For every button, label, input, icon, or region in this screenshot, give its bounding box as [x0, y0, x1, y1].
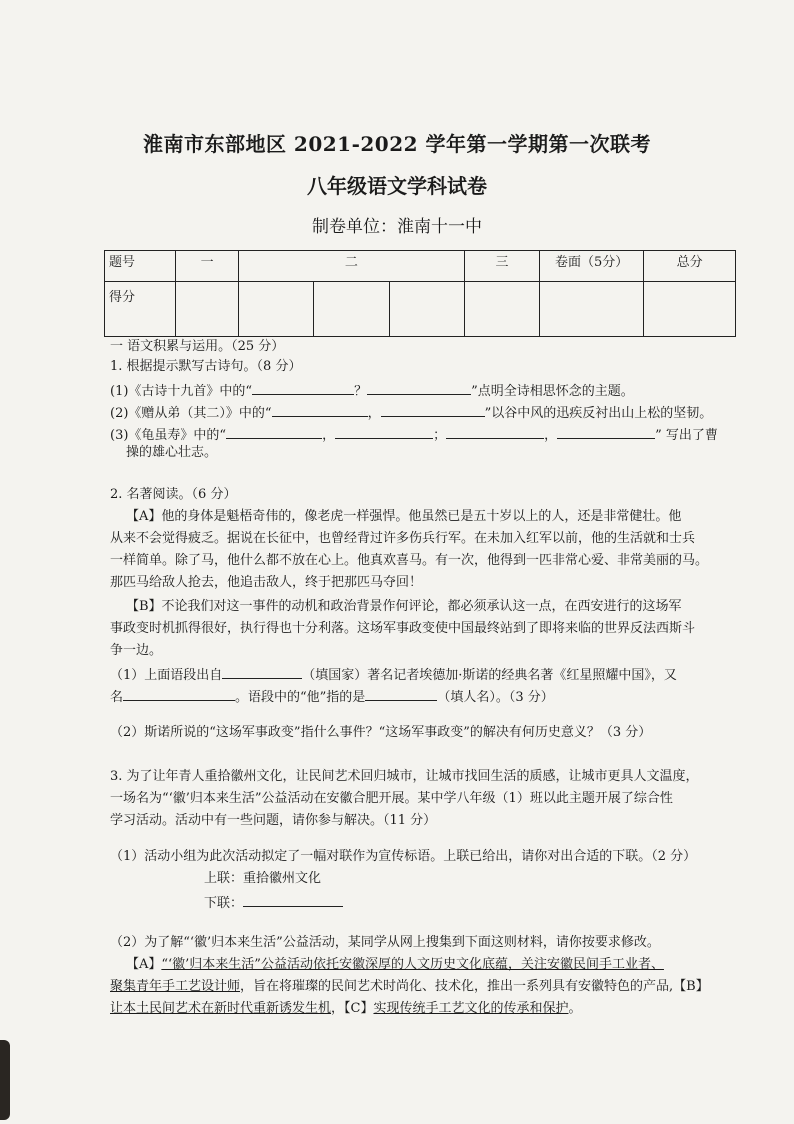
q-text: 。语段中的“他”指的是: [235, 690, 366, 705]
q-text: （1）上面语段出自: [110, 668, 223, 683]
exam-subtitle: 八年级语文学科试卷: [307, 174, 487, 198]
poem-text: (2)《赠从弟（其二）》中的“: [110, 406, 272, 421]
score-header-cell: 总分: [644, 251, 736, 282]
poem-text: ，: [367, 406, 381, 421]
material-line: [126, 956, 664, 974]
score-cell[interactable]: [239, 282, 314, 337]
poem-text: ”点明全诗相思怀念的主题。: [471, 384, 634, 399]
q3-intro-line: 一场名为“‘徽’归本来生活”公益活动在安徽合肥开展。某中学八年级（1）班以此主题开展了综合性: [110, 791, 673, 806]
answer-blank[interactable]: [222, 664, 302, 679]
answer-blank[interactable]: [446, 424, 544, 439]
subquestion-2: （2）斯诺所说的“这场军事政变”指什么事件？“这场军事政变”的解决有何历史意义？（3 分）: [110, 725, 652, 740]
q3-subquestion-1: （1）活动小组为此次活动拟定了一幅对联作为宣传标语。上联已给出，请你对出合适的下联。（2 分）: [110, 849, 697, 864]
answer-blank[interactable]: [367, 380, 471, 395]
material-sentence-c: 实现传统手工艺文化的传承和保护: [373, 1001, 569, 1016]
question-title: 1. 根据提示默写古诗句。（8 分）: [110, 359, 302, 374]
score-table: [104, 250, 736, 337]
score-cell[interactable]: [176, 282, 239, 337]
passage-a-line: 从来不会觉得疲乏。据说在长征中，也曾经背过许多伤兵行军。在未加入红军以前，他的生活就和士兵: [110, 531, 696, 546]
couplet-lower: [204, 892, 343, 913]
couplet-upper: 上联：重拾徽州文化: [204, 871, 322, 886]
score-header-cell: 三: [464, 251, 539, 282]
poem-text: ，: [544, 428, 558, 443]
q-text: （填国家）著名记者埃德加·斯诺的经典名著《红星照耀中国》，又: [302, 668, 677, 683]
material-label: 【A】: [126, 957, 162, 972]
poem-text: ？: [354, 384, 368, 399]
poem-text: (1)《古诗十九首》中的“: [110, 384, 253, 399]
score-cell[interactable]: [464, 282, 539, 337]
section-heading: 一 语文积累与运用。（25 分）: [110, 339, 285, 354]
answer-blank[interactable]: [226, 424, 322, 439]
score-cell[interactable]: [644, 282, 736, 337]
material-sentence-b: 让本土民间艺术在新时代重新诱发生机: [110, 1001, 332, 1016]
material-text: 。: [568, 1001, 582, 1016]
poem-line-2: [110, 402, 712, 423]
question-title: 2. 名著阅读。（6 分）: [110, 487, 237, 502]
subquestion-1-cont: [110, 686, 554, 707]
material-underlined: 聚集青年手工艺设计师: [110, 979, 241, 994]
q3-intro-line: 3. 为了让年青人重拾徽州文化，让民间艺术回归城市，让城市找回生活的质感，让城市更具人文温度，: [110, 769, 699, 784]
scan-edge-mark: [0, 1040, 10, 1120]
score-cell[interactable]: [540, 282, 644, 337]
poem-line-1: [110, 380, 634, 401]
answer-blank[interactable]: [381, 402, 485, 417]
score-cell[interactable]: [314, 282, 389, 337]
q-text: 名: [110, 690, 124, 705]
passage-b-line: 【B】不论我们对这一事件的动机和政治背景作何评论，都必须承认这一点，在西安进行的这场军: [126, 599, 682, 614]
answer-blank[interactable]: [365, 686, 437, 701]
poem-text: ；: [433, 428, 447, 443]
poem-line-3: [110, 424, 718, 445]
passage-a-line: 【A】他的身体是魁梧奇伟的，像老虎一样强悍。他虽然已是五十岁以上的人，还是非常健壮。他: [126, 509, 682, 524]
answer-blank[interactable]: [335, 424, 433, 439]
answer-blank[interactable]: [243, 892, 343, 907]
poem-text: ，: [322, 428, 336, 443]
q3-intro-line: 学习活动。活动中有一些问题，请你参与解决。（11 分）: [110, 813, 437, 828]
material-line: [110, 978, 709, 996]
material-text: ，旨在将璀璨的民间艺术时尚化、技术化，推出一系列具有安徽特色的产品,【B】: [240, 979, 709, 994]
poem-text: ”以谷中风的迅疾反衬出山上松的坚韧。: [484, 406, 713, 421]
passage-b-line: 事政变时机抓得很好，执行得也十分利落。这场军事政变使中国最终站到了即将来临的世界反法西斯斗: [110, 621, 696, 636]
score-header-cell: 一: [176, 251, 239, 282]
score-table-header-row: [105, 251, 736, 282]
answer-blank[interactable]: [123, 686, 235, 701]
score-header-cell: 卷面（5分）: [540, 251, 644, 282]
passage-b-line: 争一边。: [110, 643, 163, 658]
poem-line-3-cont: 操的雄心壮志。: [126, 445, 218, 460]
exam-title: 淮南市东部地区 2021-2022 学年第一学期第一次联考: [142, 132, 652, 156]
q-text: （填人名）。（3 分）: [437, 690, 554, 705]
couplet-lower-label: 下联：: [204, 896, 244, 911]
answer-blank[interactable]: [252, 380, 354, 395]
passage-a-line: 一样简单。除了马，他什么都不放在心上。他真欢喜马。有一次，他得到一匹非常心爱、非常美丽的马。: [110, 553, 709, 568]
poem-text: (3)《龟虽寿》中的“: [110, 428, 227, 443]
material-text: ，【C】: [331, 1001, 374, 1016]
score-header-cell: 题号: [105, 251, 176, 282]
exam-unit: 制卷单位：淮南十一中: [312, 217, 482, 237]
score-table-score-row: [105, 282, 736, 337]
answer-blank[interactable]: [557, 424, 655, 439]
score-header-cell: 二: [239, 251, 465, 282]
answer-blank[interactable]: [272, 402, 368, 417]
q3-subquestion-2: （2）为了解“‘徽’归本来生活”公益活动，某同学从网上搜集到下面这则材料，请你按要求修改。: [110, 935, 660, 950]
score-row-label: 得分: [105, 282, 176, 337]
passage-a-line: 那匹马给敌人抢去，他追击敌人，终于把那匹马夺回！: [110, 575, 423, 590]
subquestion-1: [110, 664, 677, 685]
material-sentence-a: “‘徽’归本来生活”公益活动依托安徽深厚的人文历史文化底蕴，关注安徽民间手工业者、: [161, 957, 664, 972]
material-line: [110, 1000, 582, 1018]
poem-text: ” 写出了曹: [655, 428, 718, 443]
score-cell[interactable]: [389, 282, 464, 337]
